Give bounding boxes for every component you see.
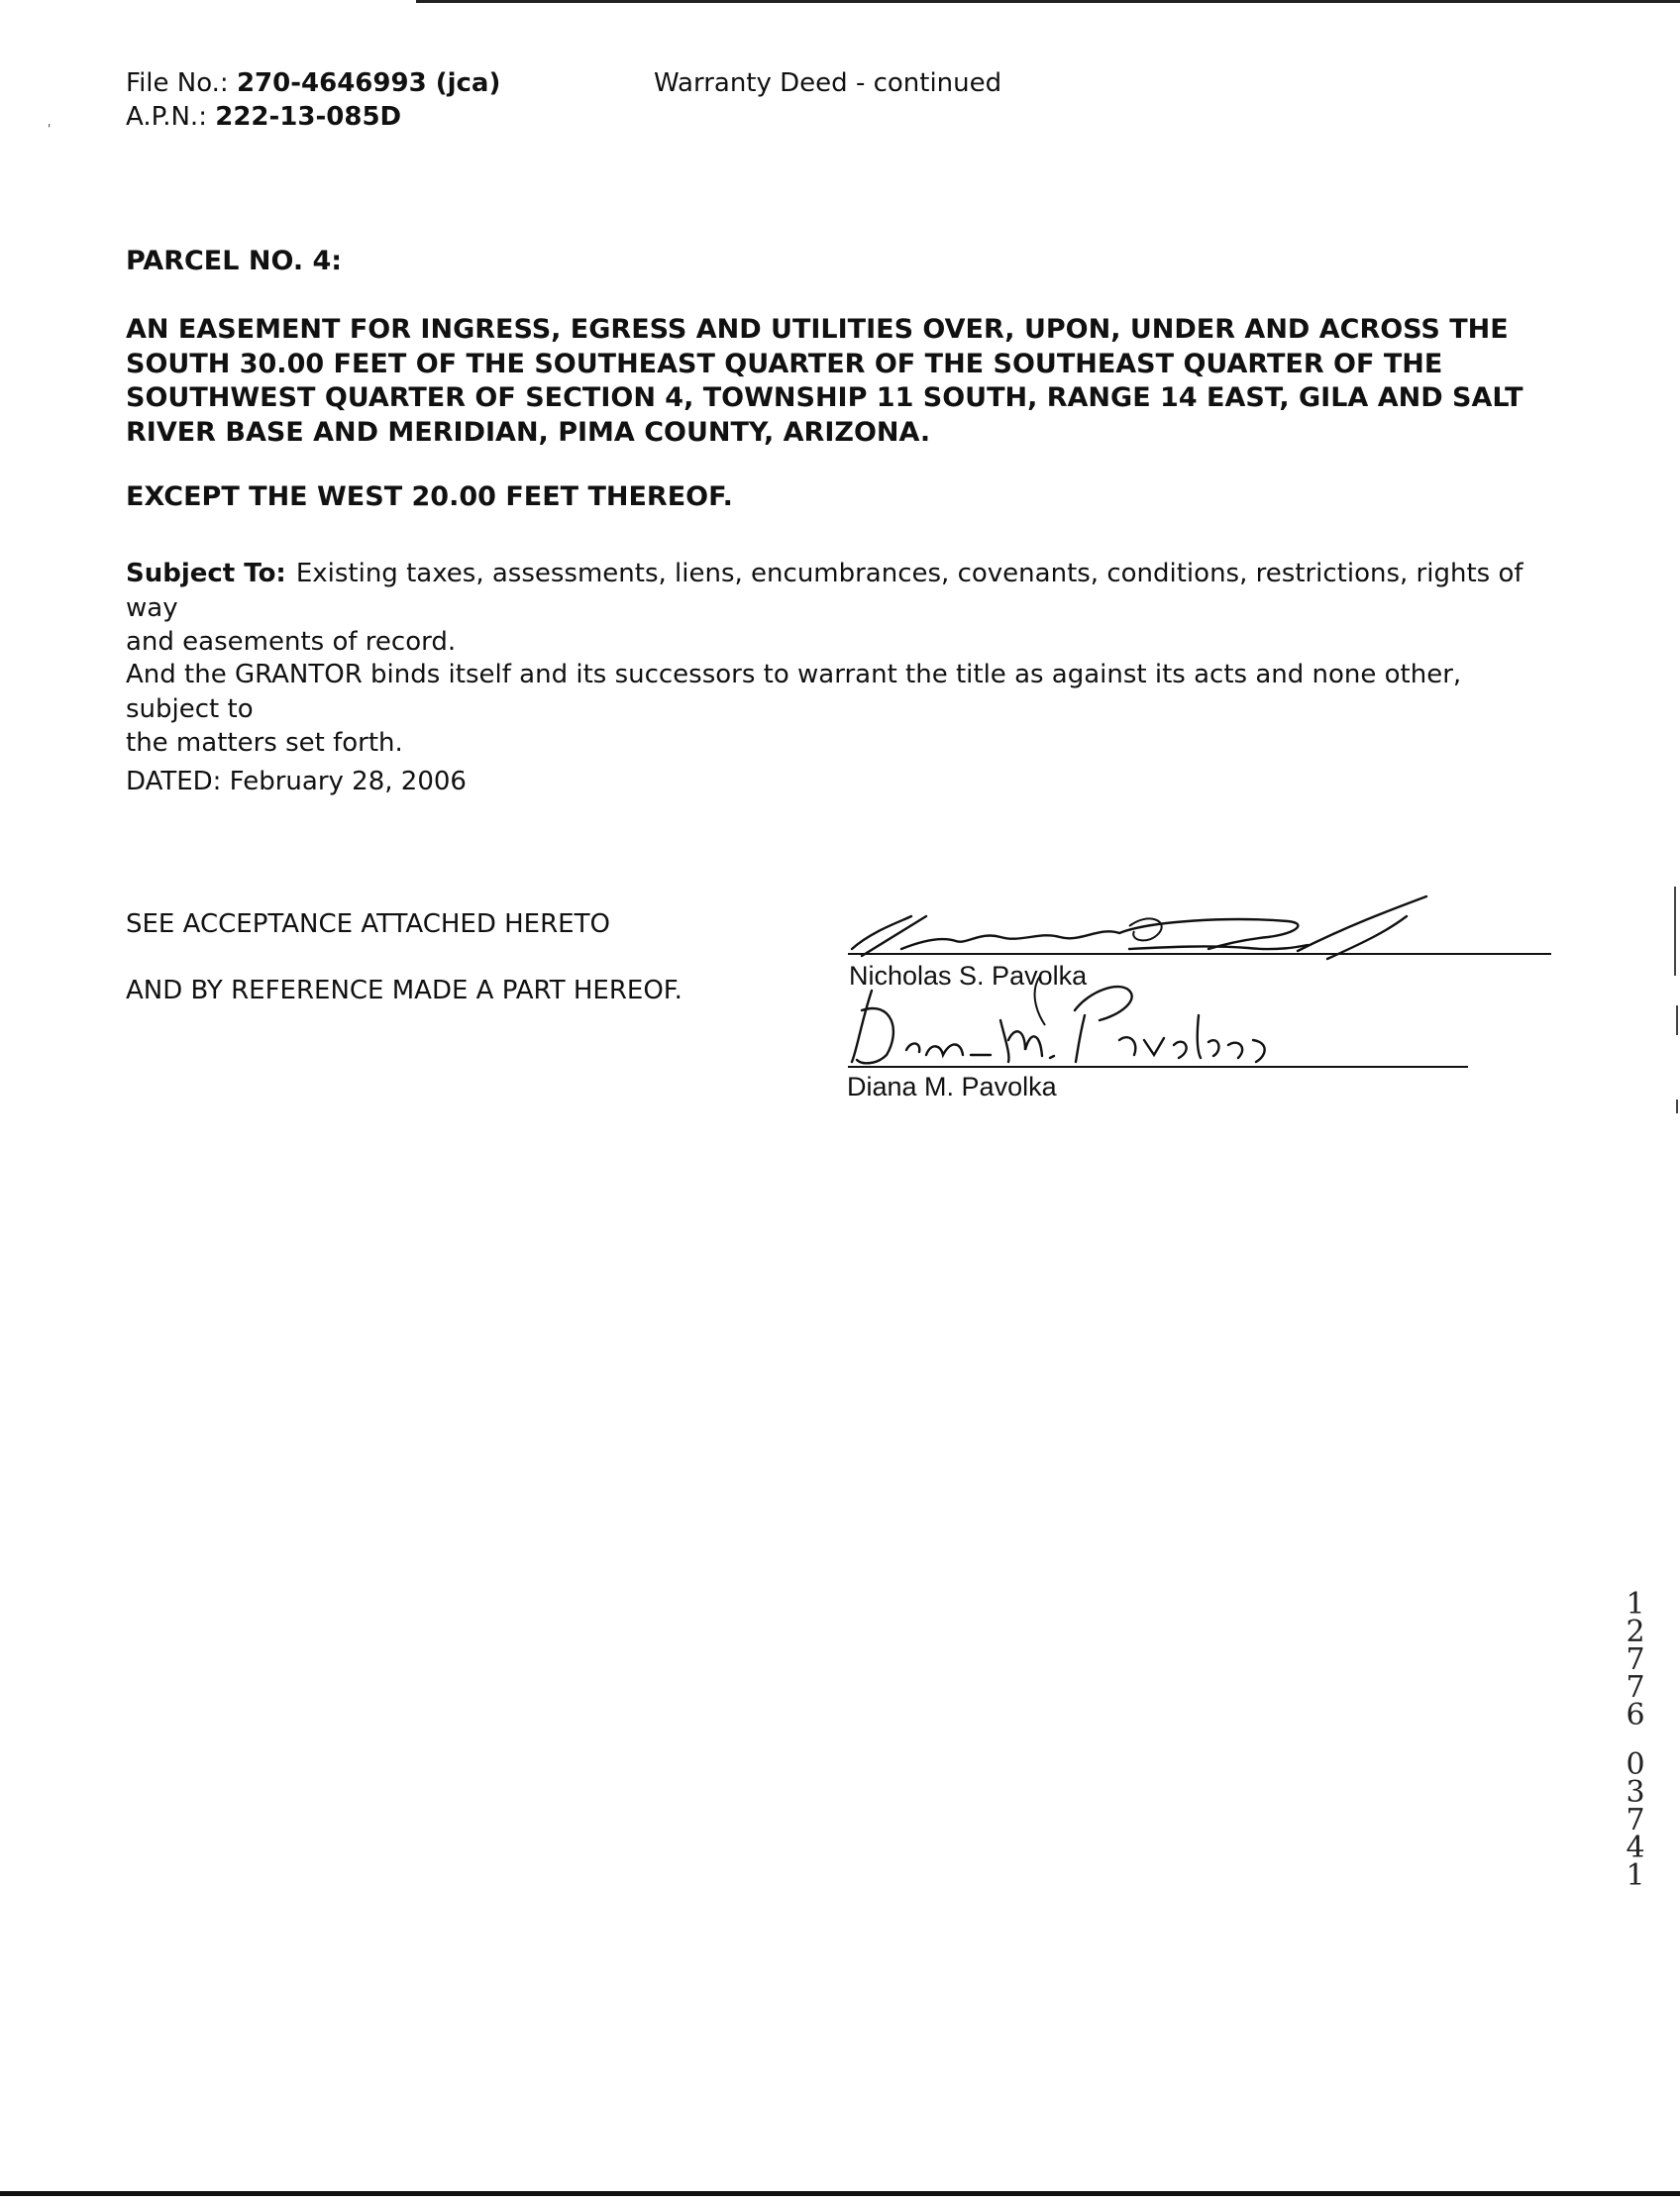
- subject-to-paragraph: [126, 557, 1552, 660]
- file-header: [126, 66, 500, 134]
- parcel-exception: EXCEPT THE WEST 20.00 FEET THEREOF.: [126, 481, 733, 512]
- scan-edge-mark: [1676, 1100, 1678, 1113]
- file-number-value: 270-4646993 (jca): [236, 68, 501, 98]
- signer-name-diana: Diana M. Pavolka: [847, 1072, 1057, 1102]
- recording-digit: 2: [1626, 1615, 1645, 1649]
- apn-line: [126, 100, 500, 134]
- subject-to-label: Subject To:: [126, 559, 286, 588]
- apn-label: A.P.N.:: [126, 102, 207, 132]
- recording-digit: 7: [1626, 1803, 1645, 1837]
- recording-digit: 0: [1626, 1747, 1645, 1782]
- signer-name-nicholas: Nicholas S. Pavolka: [849, 961, 1088, 991]
- scan-border-bottom: [0, 2191, 1680, 2196]
- recording-digit: 4: [1626, 1831, 1645, 1865]
- subject-to-text: Existing taxes, assessments, liens, encumbrances, covenants, conditions, restrictions, rights of way and easements of record.: [126, 559, 1523, 657]
- recording-number-stamp: [1621, 1587, 1650, 1893]
- document-title: Warranty Deed - continued: [654, 68, 1002, 98]
- scan-border-top: [416, 0, 1680, 3]
- signature-line-1: [848, 953, 1551, 955]
- acceptance-reference-line-1: SEE ACCEPTANCE ATTACHED HERETO: [126, 909, 610, 939]
- parcel-title: PARCEL NO. 4:: [126, 246, 343, 276]
- scan-edge-mark: [1674, 887, 1676, 976]
- dated-line: DATED: February 28, 2006: [126, 767, 467, 796]
- scan-edge-mark: [1676, 1005, 1678, 1035]
- grantor-clause: And the GRANTOR binds itself and its successors to warrant the title as against its acts and none other, subject to the matters set forth.: [126, 660, 1462, 758]
- recording-digit: 6: [1626, 1698, 1645, 1732]
- signature-block: [832, 872, 1585, 1109]
- recording-digit: 1: [1626, 1587, 1645, 1622]
- file-number-label: File No.:: [126, 68, 229, 98]
- recording-digit: 7: [1626, 1642, 1645, 1677]
- legal-description: AN EASEMENT FOR INGRESS, EGRESS AND UTILITIES OVER, UPON, UNDER AND ACROSS THE SOUTH 30.00 FEET OF THE SOUTHEAST QUARTER OF THE SOUTHEAST QUARTER OF THE SOUTHWEST QUARTER OF SECTION 4, TOWNSHIP 11 SOUTH, RANGE 14 EAST, GILA AND SALT RIVER BASE AND MERIDIAN, PIMA COUNTY, ARIZONA.: [126, 314, 1523, 448]
- scan-speck: ': [48, 122, 52, 136]
- file-number-line: [126, 66, 500, 100]
- recording-digit: 7: [1626, 1670, 1645, 1705]
- acceptance-reference-line-2: AND BY REFERENCE MADE A PART HEREOF.: [126, 976, 682, 1005]
- recording-digit: 3: [1626, 1775, 1645, 1810]
- signature-line-2: [848, 1066, 1468, 1068]
- recording-digit: 1: [1626, 1858, 1645, 1893]
- apn-value: 222-13-085D: [215, 102, 402, 132]
